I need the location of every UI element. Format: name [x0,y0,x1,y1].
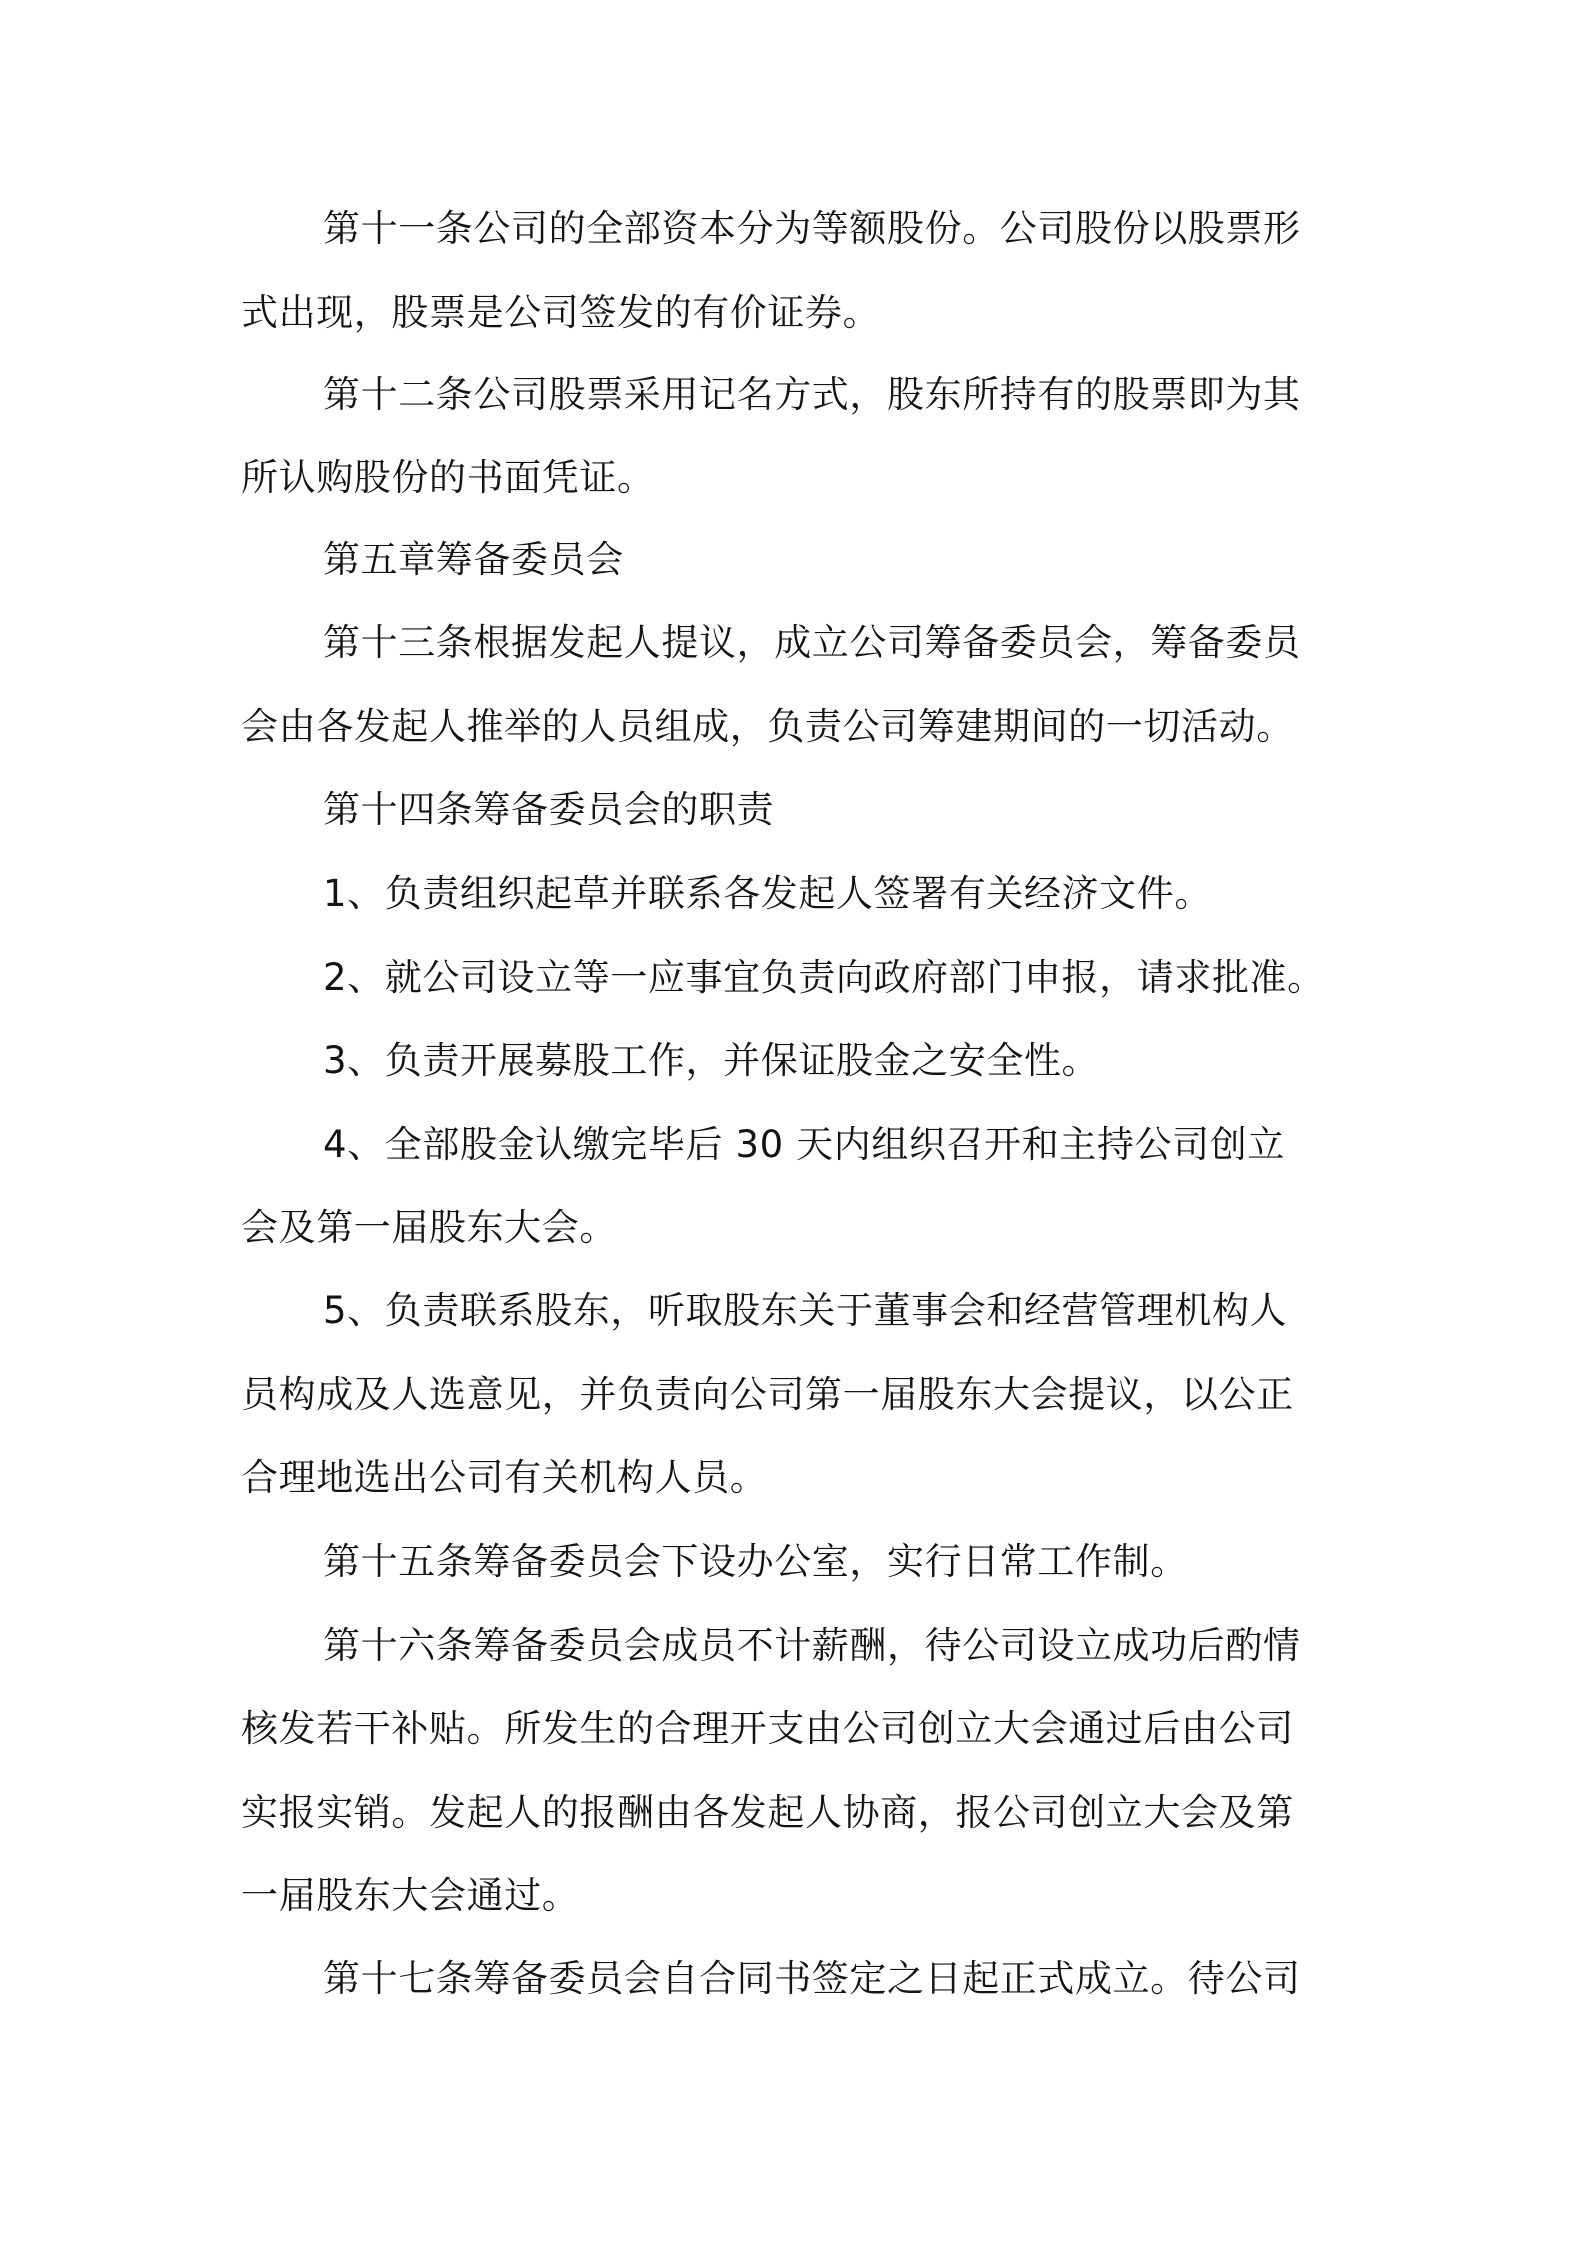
article-13-line-1: 第十三条根据发起人提议，成立公司筹备委员会，筹备委员 [323,621,1301,664]
duty-2-line-1: 2、就公司设立等一应事宜负责向政府部门申报，请求批准。 [323,956,1325,999]
article-11-line-2: 式出现，股票是公司签发的有价证券。 [241,291,881,334]
chapter-5-heading: 第五章筹备委员会 [323,538,624,581]
duty-1-line-1: 1、负责组织起草并联系各发起人签署有关经济文件。 [323,872,1212,915]
duty-4-line-1: 4、全部股金认缴完毕后 30 天内组织召开和主持公司创立 [323,1123,1285,1166]
duty-5-line-1: 5、负责联系股东，听取股东关于董事会和经营管理机构人 [323,1289,1288,1332]
article-16-line-3: 实报实销。发起人的报酬由各发起人协商，报公司创立大会及第 [241,1791,1294,1834]
article-16-line-4: 一届股东大会通过。 [241,1874,580,1917]
duty-5-line-2: 员构成及人选意见，并负责向公司第一届股东大会提议，以公正 [241,1373,1294,1416]
duty-4-line-2: 会及第一届股东大会。 [241,1206,617,1249]
article-12-line-1: 第十二条公司股票采用记名方式，股东所持有的股票即为其 [323,373,1301,416]
duty-3-line-1: 3、负责开展募股工作，并保证股金之安全性。 [323,1039,1100,1082]
article-12-line-2: 所认购股份的书面凭证。 [241,456,655,499]
duty-5-line-3: 合理地选出公司有关机构人员。 [241,1456,768,1499]
article-16-line-2: 核发若干补贴。所发生的合理开支由公司创立大会通过后由公司 [241,1707,1294,1750]
article-11-line-1: 第十一条公司的全部资本分为等额股份。公司股份以股票形 [323,207,1301,250]
article-17-line-1: 第十七条筹备委员会自合同书签定之日起正式成立。待公司 [323,1957,1301,2000]
article-15-line-1: 第十五条筹备委员会下设办公室，实行日常工作制。 [323,1540,1188,1583]
article-16-line-1: 第十六条筹备委员会成员不计薪酬，待公司设立成功后酌情 [323,1624,1301,1667]
article-13-line-2: 会由各发起人推举的人员组成，负责公司筹建期间的一切活动。 [241,705,1294,748]
article-14-line-1: 第十四条筹备委员会的职责 [323,788,775,831]
